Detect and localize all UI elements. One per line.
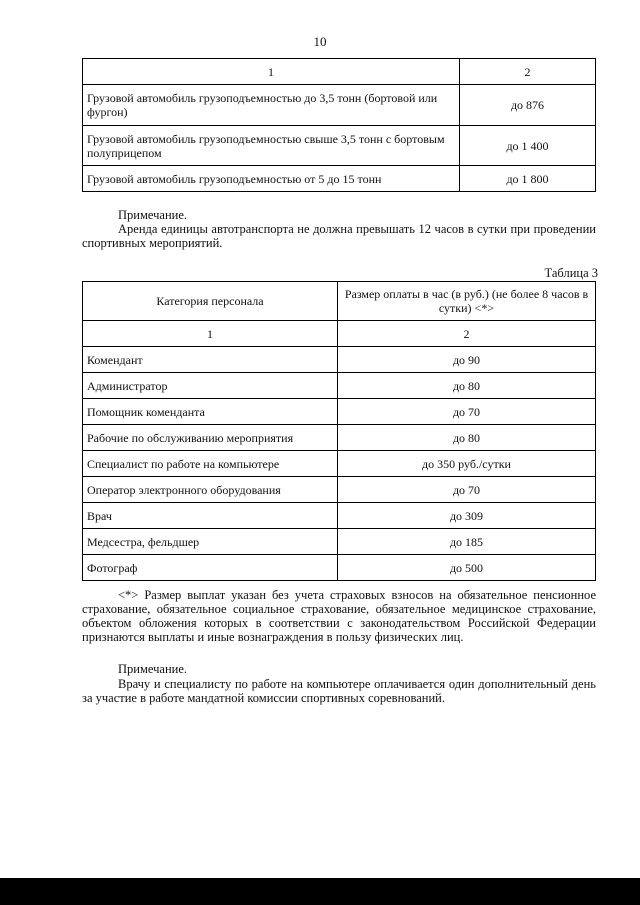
table-row xyxy=(83,399,596,425)
personnel-rate: до 70 xyxy=(338,477,596,503)
scan-border xyxy=(0,878,640,905)
table-row xyxy=(83,555,596,581)
personnel-rate: до 309 xyxy=(338,503,596,529)
personnel-rate: до 185 xyxy=(338,529,596,555)
table-row xyxy=(83,477,596,503)
personnel-rate: до 80 xyxy=(338,425,596,451)
personnel-category: Медсестра, фельдшер xyxy=(83,529,338,555)
table-row xyxy=(83,347,596,373)
table-row xyxy=(83,373,596,399)
footnote: <*> Размер выплат указан без учета страховых взносов на обязательное пенсионное страхование, обязательное социальное страхование, обязательное медицинское страхование, объектом обложения которых в соответствии с законодательством Российской Федерации признаются выплаты и иные вознаграждения в пользу физических лиц. xyxy=(82,588,596,644)
table-header-row xyxy=(83,282,596,321)
note-title: Примечание. xyxy=(118,662,188,676)
table-header-row xyxy=(83,59,596,85)
table-row xyxy=(83,126,596,166)
personnel-rate: до 500 xyxy=(338,555,596,581)
column-number: 2 xyxy=(338,321,596,347)
table-row xyxy=(83,85,596,126)
personnel-category: Специалист по работе на компьютере xyxy=(83,451,338,477)
personnel-category: Администратор xyxy=(83,373,338,399)
table-row xyxy=(83,166,596,192)
personnel-rate: до 350 руб./сутки xyxy=(338,451,596,477)
personnel-rate: до 90 xyxy=(338,347,596,373)
personnel-category: Рабочие по обслуживанию мероприятия xyxy=(83,425,338,451)
vehicle-price: до 1 800 xyxy=(460,166,596,192)
column-number: 1 xyxy=(83,321,338,347)
table-caption: Таблица 3 xyxy=(544,266,598,280)
table-subheader-row xyxy=(83,321,596,347)
vehicle-price: до 1 400 xyxy=(460,126,596,166)
personnel-category: Оператор электронного оборудования xyxy=(83,477,338,503)
personnel-category: Комендант xyxy=(83,347,338,373)
note-text: Врачу и специалисту по работе на компьютере оплачивается один дополнительный день за участие в работе мандатной комиссии спортивных соревнований. xyxy=(82,677,596,705)
table-row xyxy=(83,529,596,555)
personnel-rate: до 80 xyxy=(338,373,596,399)
table-row xyxy=(83,425,596,451)
column-header: Размер оплаты в час (в руб.) (не более 8 часов в сутки) <*> xyxy=(338,282,596,321)
personnel-category: Фотограф xyxy=(83,555,338,581)
column-header: 2 xyxy=(460,59,596,85)
personnel-rate: до 70 xyxy=(338,399,596,425)
note-title: Примечание. xyxy=(118,208,188,222)
vehicle-price: до 876 xyxy=(460,85,596,126)
vehicle-name: Грузовой автомобиль грузоподъемностью от 5 до 15 тонн xyxy=(83,166,460,192)
column-header: Категория персонала xyxy=(83,282,338,321)
vehicle-rental-table xyxy=(82,58,596,192)
vehicle-name: Грузовой автомобиль грузоподъемностью свыше 3,5 тонн с бортовым полуприцепом xyxy=(83,126,460,166)
table-row xyxy=(83,503,596,529)
page-number: 10 xyxy=(313,34,327,49)
personnel-pay-table xyxy=(82,281,596,581)
column-header: 1 xyxy=(83,59,460,85)
note-text: Аренда единицы автотранспорта не должна превышать 12 часов в сутки при проведении спортивных мероприятий. xyxy=(82,222,596,250)
personnel-category: Врач xyxy=(83,503,338,529)
vehicle-name: Грузовой автомобиль грузоподъемностью до 3,5 тонн (бортовой или фургон) xyxy=(83,85,460,126)
table-row xyxy=(83,451,596,477)
personnel-category: Помощник коменданта xyxy=(83,399,338,425)
